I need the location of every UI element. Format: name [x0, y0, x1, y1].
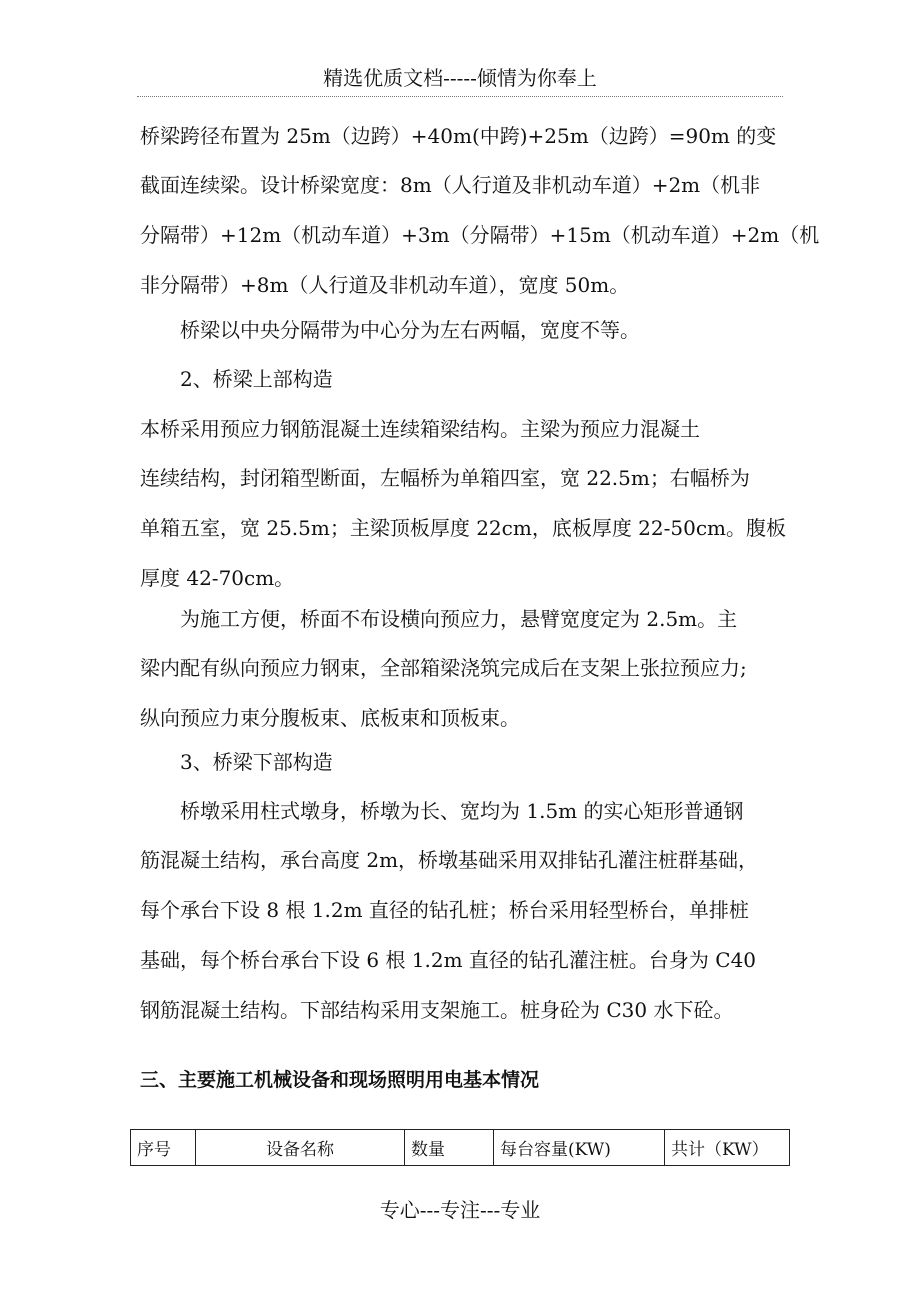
text-line: 厚度 42-70cm。 — [140, 566, 295, 590]
header-cell-index: 序号 — [131, 1130, 196, 1166]
text-line: 分隔带）+12m（机动车道）+3m（分隔带）+15m（机动车道）+2m（机 — [140, 223, 820, 247]
equipment-table — [130, 1129, 790, 1166]
text-line: 本桥采用预应力钢筋混凝土连续箱梁结构。主梁为预应力混凝土 — [140, 417, 700, 441]
text-line: 钢筋混凝土结构。下部结构采用支架施工。桩身砼为 C30 水下砼。 — [140, 998, 734, 1022]
text-line: 桥梁以中央分隔带为中心分为左右两幅，宽度不等。 — [180, 318, 640, 342]
subheading-text: 3、桥梁下部构造 — [180, 750, 333, 774]
table-header-row — [131, 1130, 790, 1166]
text-line: 连续结构，封闭箱型断面，左幅桥为单箱四室，宽 22.5m；右幅桥为 — [140, 466, 750, 490]
text-line: 纵向预应力束分腹板束、底板束和顶板束。 — [140, 706, 520, 730]
header-cell-equipment-name: 设备名称 — [196, 1130, 405, 1166]
section-heading: 三、主要施工机械设备和现场照明用电基本情况 — [140, 1069, 540, 1091]
text-line: 筋混凝土结构，承台高度 2m，桥墩基础采用双排钻孔灌注桩群基础， — [140, 848, 759, 872]
text-line: 每个承台下设 8 根 1.2m 直径的钻孔桩；桥台采用轻型桥台，单排桩 — [140, 898, 749, 922]
subheading-text: 2、桥梁上部构造 — [180, 367, 333, 391]
paragraph-span-layout — [140, 122, 820, 297]
text-line: 截面连续梁。设计桥梁宽度：8m（人行道及非机动车道）+2m（机非 — [140, 173, 761, 197]
header-cell-quantity: 数量 — [405, 1130, 494, 1166]
text-line: 桥墩采用柱式墩身，桥墩为长、宽均为 1.5m 的实心矩形普通钢 — [180, 799, 744, 823]
header-cell-total: 共计（KW） — [665, 1130, 790, 1166]
text-line: 梁内配有纵向预应力钢束，全部箱梁浇筑完成后在支架上张拉预应力; — [140, 656, 747, 680]
page-header: 精选优质文档-----倾情为你奉上 — [323, 66, 597, 90]
text-line: 为施工方便，桥面不布设横向预应力，悬臂宽度定为 2.5m。主 — [180, 607, 738, 631]
header-divider — [137, 96, 783, 97]
text-line: 桥梁跨径布置为 25m（边跨）+40m(中跨)+25m（边跨）=90m 的变 — [140, 124, 777, 148]
text-line: 非分隔带）+8m（人行道及非机动车道），宽度 50m。 — [140, 273, 630, 297]
header-cell-capacity: 每台容量(KW) — [494, 1130, 665, 1166]
text-line: 单箱五室，宽 25.5m；主梁顶板厚度 22cm，底板厚度 22-50cm。腹板 — [140, 516, 787, 540]
text-line: 基础，每个桥台承台下设 6 根 1.2m 直径的钻孔灌注桩。台身为 C40 — [140, 948, 757, 972]
page-footer: 专心---专注---专业 — [379, 1198, 541, 1222]
